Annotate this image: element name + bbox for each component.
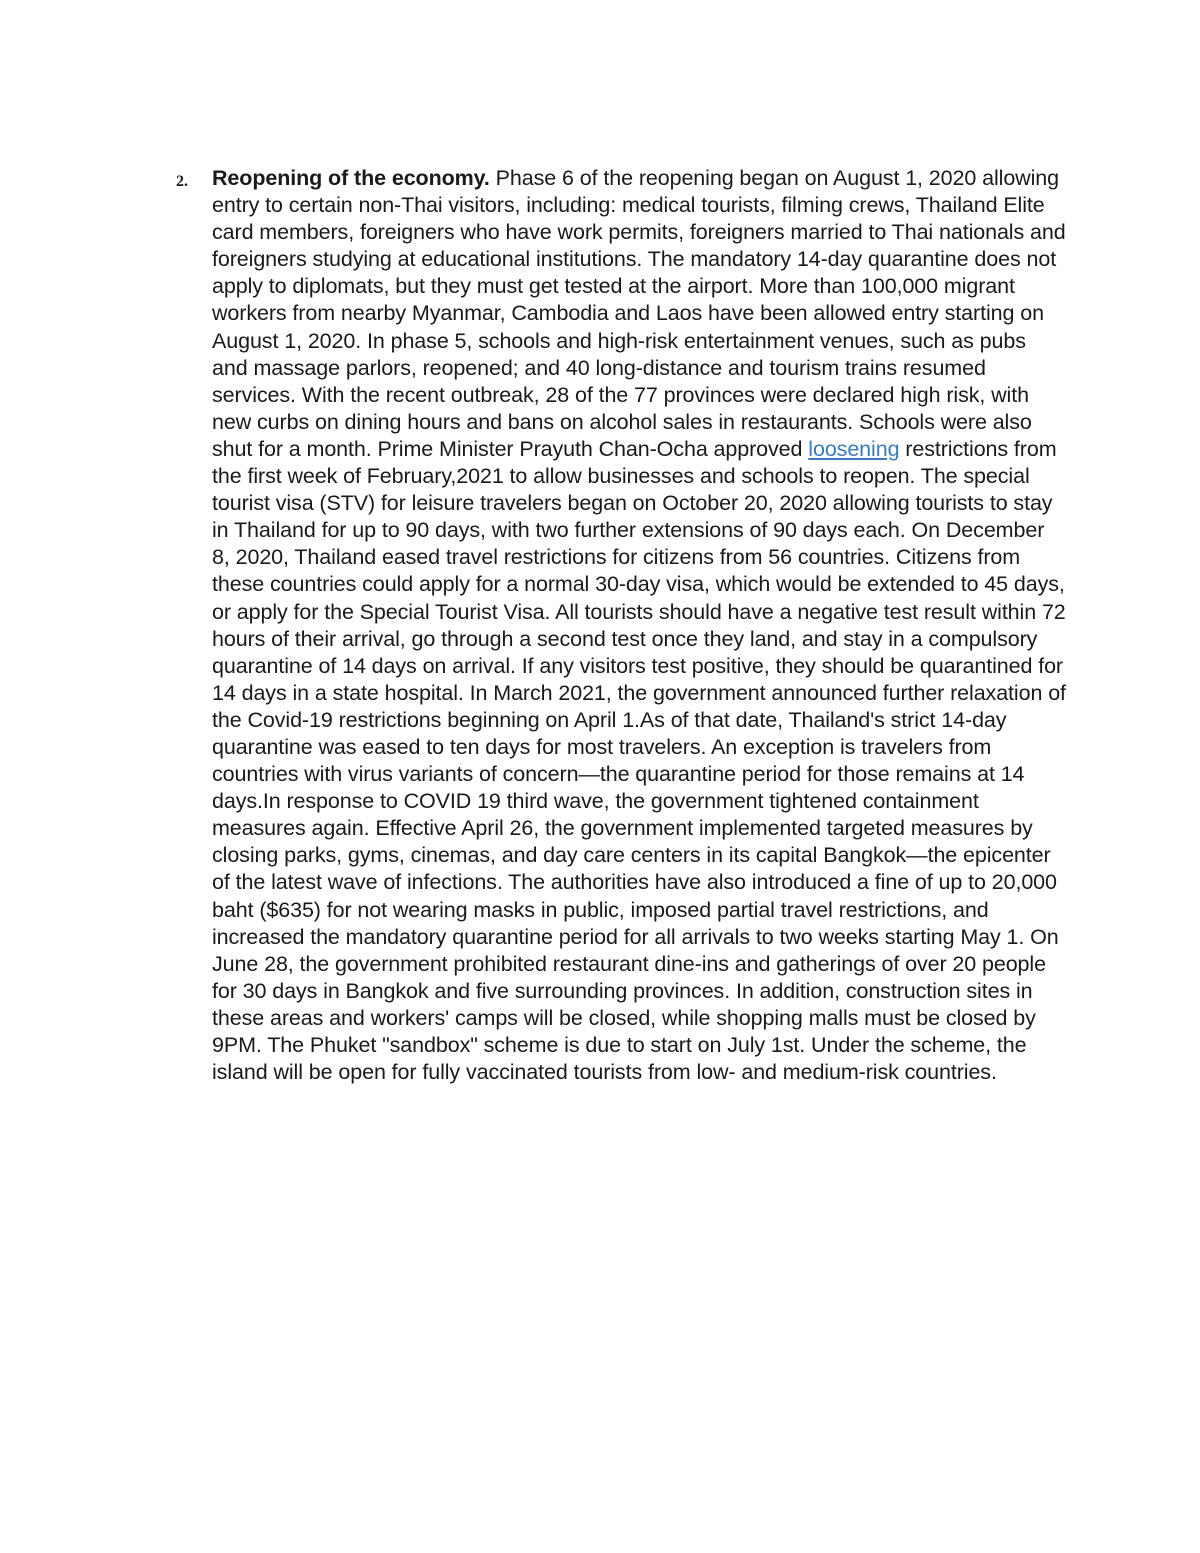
list-number: 2. <box>176 173 188 190</box>
loosening-link[interactable]: loosening <box>808 436 900 461</box>
numbered-list-item <box>176 165 1066 1086</box>
paragraph-heading: Reopening of the economy. <box>212 166 490 190</box>
paragraph-text-after-link: restrictions from the first week of February,2021 to allow businesses and schools to reopen. The special tourist visa (STV) for leisure travelers began on October 20, 2020 allowing tourists to stay in Thailand for up to 90 days, with two further extensions of 90 days each. On December 8, 2020, Thailand eased travel restrictions for citizens from 56 countries. Citizens from these countries could apply for a normal 30-day visa, which would be extended to 45 days, or apply for the Special Tourist Visa. All tourists should have a negative test result within 72 hours of their arrival, go through a second test once they land, and stay in a compulsory quarantine of 14 days on arrival. If any visitors test positive, they should be quarantined for 14 days in a state hospital. In March 2021, the government announced further relaxation of the Covid-19 restrictions beginning on April 1.As of that date, Thailand's strict 14-day quarantine was eased to ten days for most travelers. An exception is travelers from countries with virus variants of concern—the quarantine period for those remains at 14 days.In response to COVID 19 third wave, the government tightened containment measures again. Effective April 26, the government implemented targeted measures by closing parks, gyms, cinemas, and day care centers in its capital Bangkok—the epicenter of the latest wave of infections. The authorities have also introduced a fine of up to 20,000 baht ($635) for not wearing masks in public, imposed partial travel restrictions, and increased the mandatory quarantine period for all arrivals to two weeks starting May 1. On June 28, the government prohibited restaurant dine-ins and gatherings of over 20 people for 30 days in Bangkok and five surrounding provinces. In addition, construction sites in these areas and workers' camps will be closed, while shopping malls must be closed by 9PM. The Phuket "sandbox" scheme is due to start on July 1st. Under the scheme, the island will be open for fully vaccinated tourists from low- and medium-risk countries. <box>212 436 1066 1085</box>
paragraph <box>212 165 1066 1086</box>
paragraph-text-before-link: Phase 6 of the reopening began on August 1, 2020 allowing entry to certain non-Thai visitors, including: medical tourists, filming crews, Thailand Elite card members, foreigners who have work permits, foreigners married to Thai nationals and foreigners studying at educational institutions. The mandatory 14-day quarantine does not apply to diplomats, but they must get tested at the airport. More than 100,000 migrant workers from nearby Myanmar, Cambodia and Laos have been allowed entry starting on August 1, 2020. In phase 5, schools and high-risk entertainment venues, such as pubs and massage parlors, reopened; and 40 long-distance and tourism trains resumed services. With the recent outbreak, 28 of the 77 provinces were declared high risk, with new curbs on dining hours and bans on alcohol sales in restaurants. Schools were also shut for a month. Prime Minister Prayuth Chan-Ocha approved <box>212 166 1066 461</box>
